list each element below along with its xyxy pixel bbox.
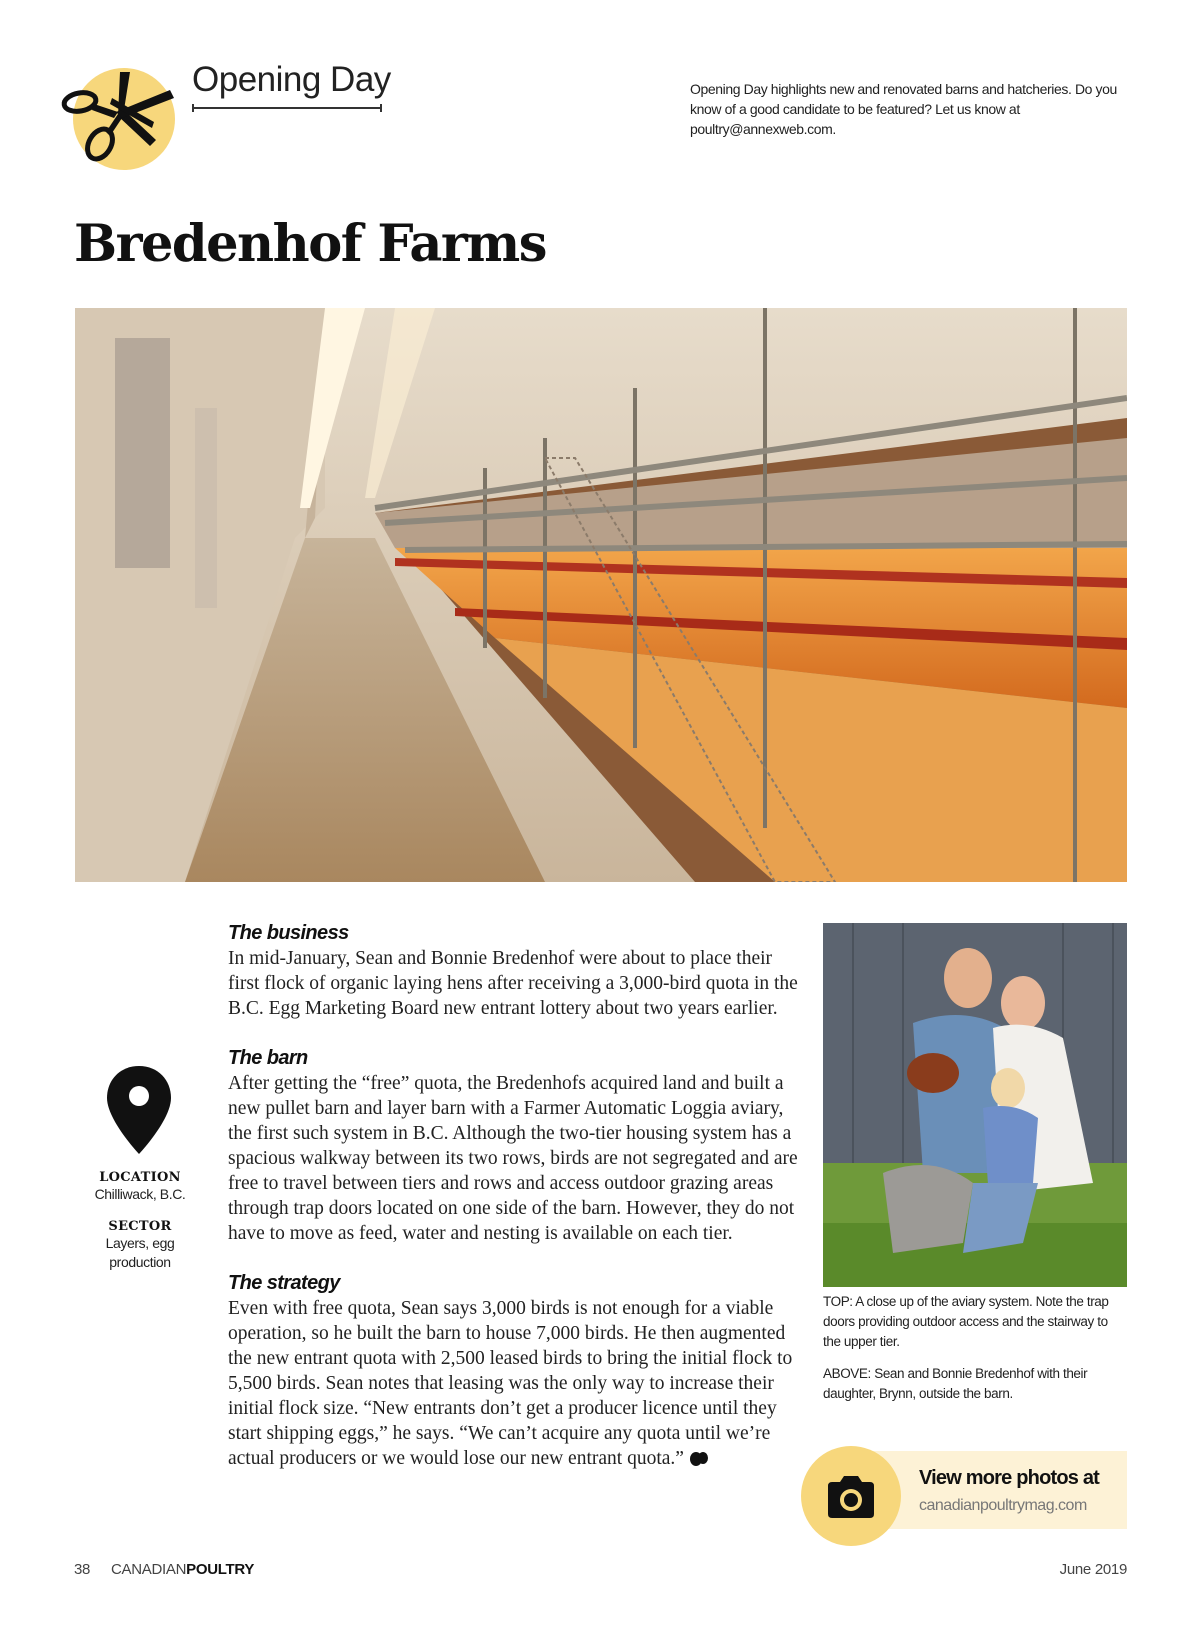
subhead-business: The business	[228, 922, 349, 944]
location-block	[80, 1170, 200, 1204]
issue-date: June 2019	[1059, 1561, 1127, 1578]
sector-value: Layers, egg production	[105, 1235, 175, 1270]
caption-top: TOP: A close up of the aviary system. Note the trap doors providing outdoor access and the stairway to the upper tier.	[823, 1294, 1109, 1349]
paragraph-barn: After getting the “free” quota, the Bredenhofs acquired land and built a new pullet barn and layer barn with a Farmer Automatic Loggia aviary, the first such system in B.C. Although the two-tier housing system has a spacious walkway between its two rows, birds are not segregated and are free to travel between tiers and rows and access outdoor grazing areas through trap doors located on one side of the barn. However, they do not have to move as feed, water and nesting is available on each tier.	[228, 1073, 798, 1244]
section-title-rule	[192, 107, 382, 109]
section-title: Opening Day	[192, 60, 391, 99]
end-mark-eggs-icon	[689, 1450, 709, 1466]
location-value: Chilliwack, B.C.	[94, 1186, 186, 1202]
camera-icon	[824, 1474, 878, 1520]
family-photo	[823, 923, 1127, 1287]
location-label: LOCATION	[99, 1170, 181, 1185]
scissors-icon	[58, 62, 178, 174]
sector-block	[80, 1219, 200, 1272]
view-photos-link[interactable]: canadianpoultrymag.com	[919, 1497, 1087, 1514]
subhead-barn: The barn	[228, 1047, 308, 1069]
subhead-strategy: The strategy	[228, 1272, 340, 1294]
paragraph-business: In mid-January, Sean and Bonnie Bredenhof were about to place their first flock of organic laying hens after receiving a 3,000-bird quota in the B.C. Egg Marketing Board new entrant lottery about two years earlier.	[228, 948, 798, 1019]
family-photo-illustration	[823, 923, 1127, 1287]
header-note: Opening Day highlights new and renovated barns and hatcheries. Do you know of a good candidate to be featured? Let us know at poultry@annexweb.com.	[690, 81, 1117, 137]
view-photos-title: View more photos at	[919, 1467, 1100, 1489]
magazine-name	[111, 1561, 254, 1578]
page-title: Bredenhof Farms	[74, 214, 546, 274]
article-body	[228, 920, 798, 1471]
page-number: 38	[74, 1561, 91, 1578]
magazine-name-bold: POULTRY	[186, 1561, 255, 1578]
aviary-photo-illustration	[75, 308, 1127, 882]
sector-label: SECTOR	[108, 1219, 172, 1234]
aviary-photo	[75, 308, 1127, 882]
paragraph-strategy-wrap	[228, 1296, 798, 1471]
magazine-prefix: CANADIAN	[111, 1561, 187, 1578]
paragraph-strategy: Even with free quota, Sean says 3,000 birds is not enough for a viable operation, so he built the barn to house 7,000 birds. He then augmented the new entrant quota with 2,500 leased birds to bring the initial flock to 5,500 birds. Sean notes that leasing was the only way to increase their initial flock size. “New entrants don’t get a producer licence until they start shipping eggs,” he says. “We can’t acquire any quota until we’re actual producers or we would lose our new entrant quota.”	[228, 1298, 793, 1469]
caption-above: ABOVE: Sean and Bonnie Bredenhof with their daughter, Brynn, outside the barn.	[823, 1366, 1088, 1401]
location-pin-icon	[104, 1064, 174, 1156]
